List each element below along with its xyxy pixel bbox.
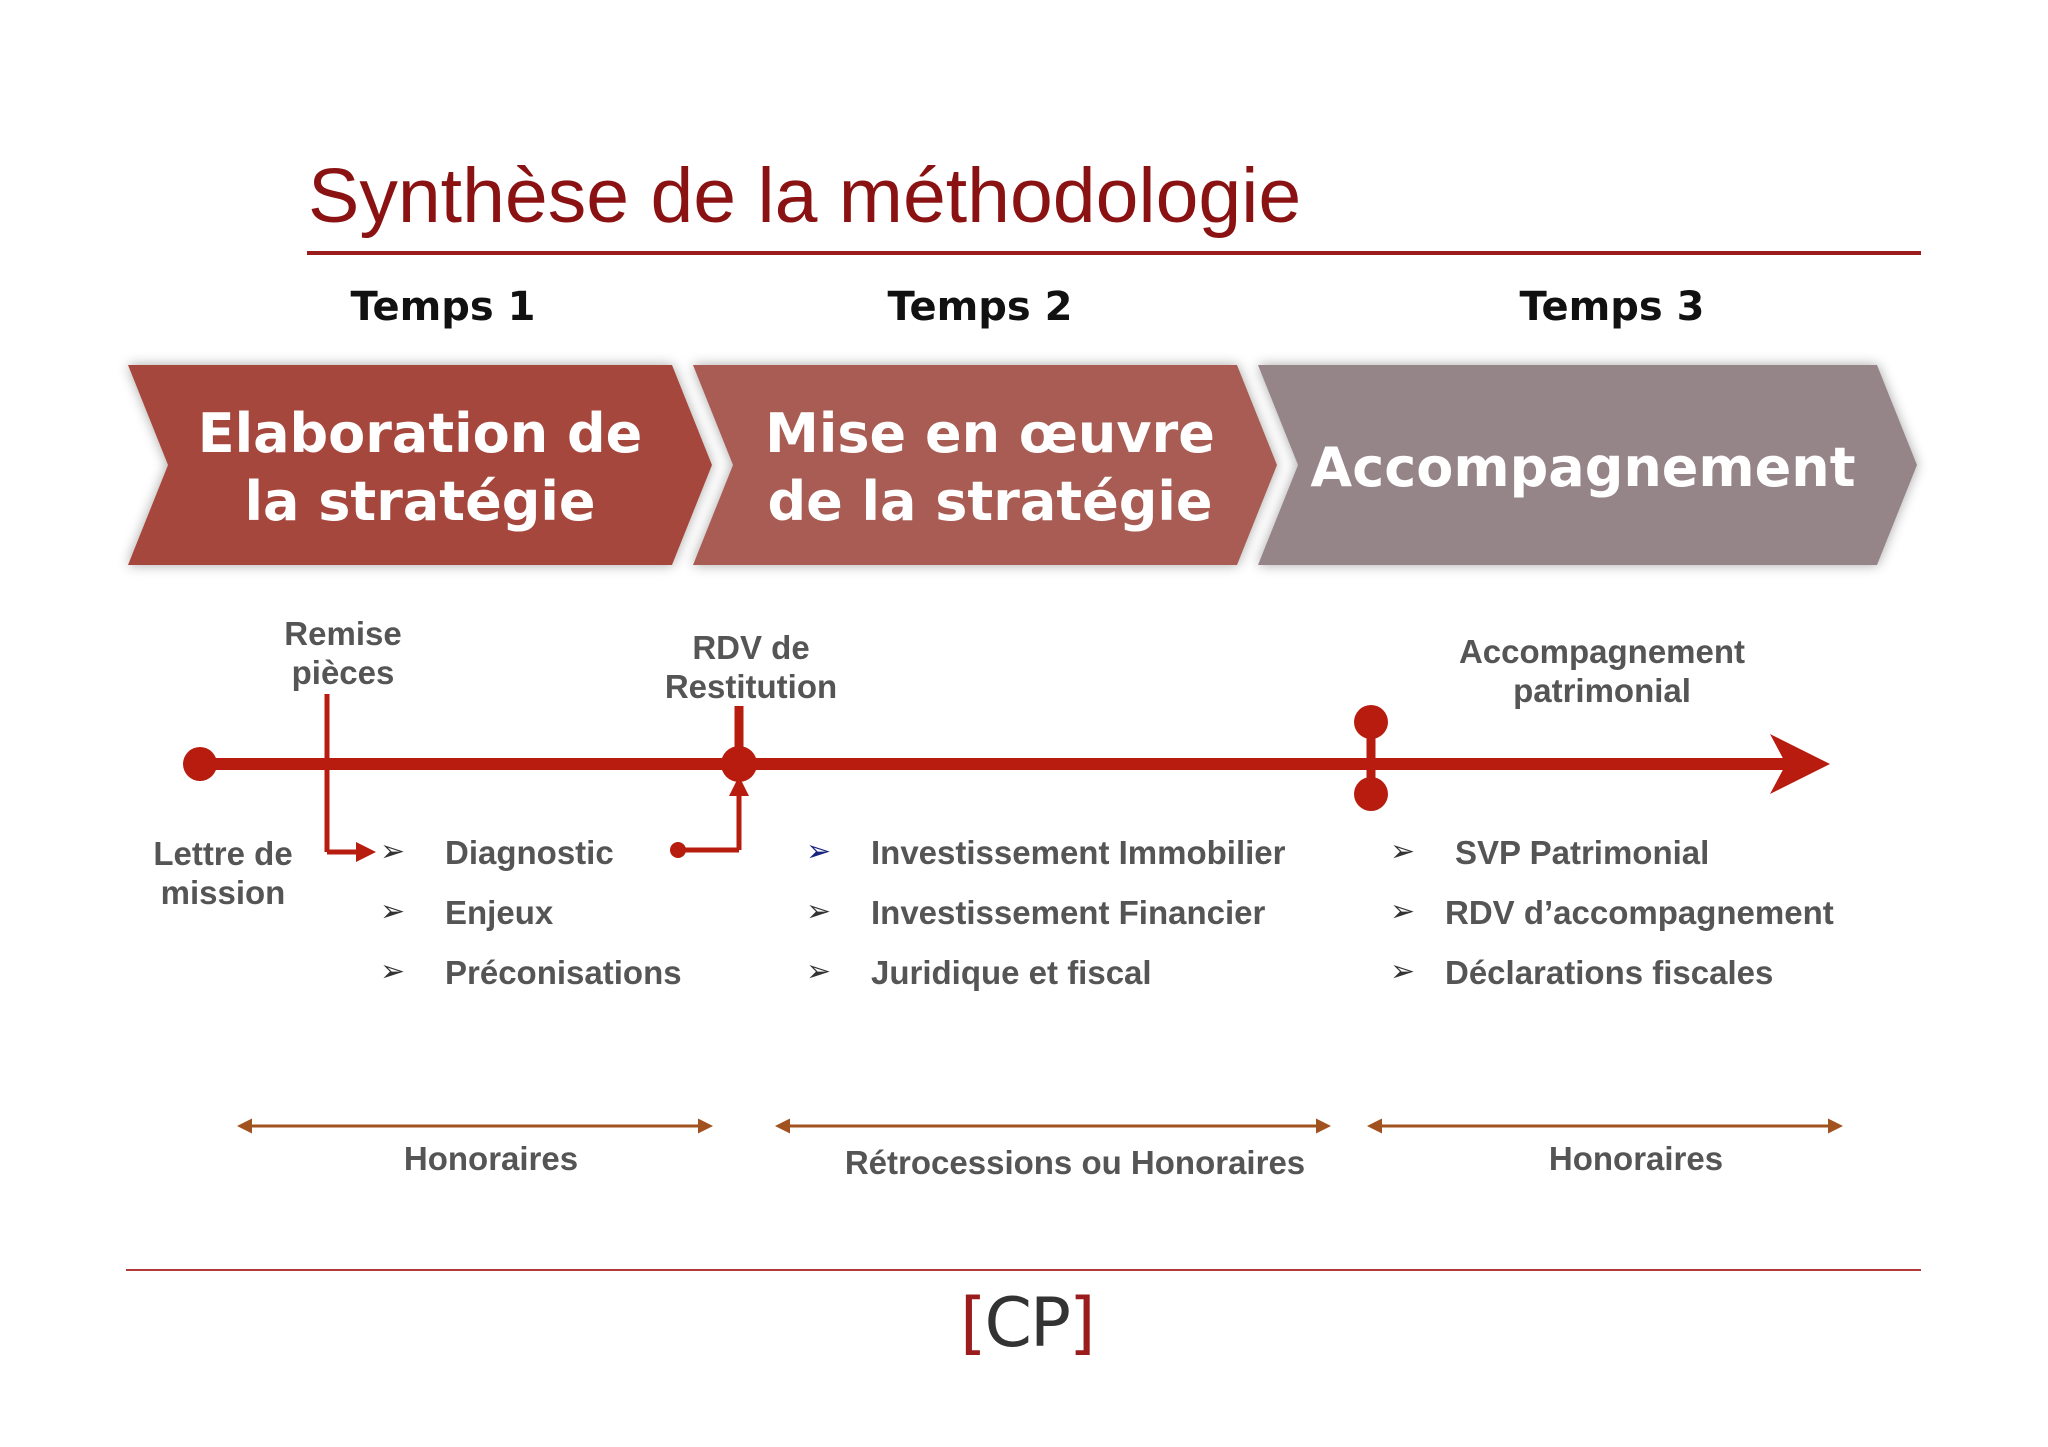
phase-1-label: Temps 1 bbox=[350, 284, 536, 330]
bullet-arrow-icon: ➢ bbox=[806, 834, 832, 869]
bullet-arrow-icon: ➢ bbox=[1390, 954, 1416, 989]
remise-arrowhead bbox=[356, 842, 376, 862]
fee-label-3: Honoraires bbox=[1548, 1140, 1724, 1177]
chevron-2-text: Mise en œuvre de la stratégie bbox=[765, 402, 1215, 533]
bullet-arrow-icon: ➢ bbox=[380, 894, 406, 929]
milestone-accompagnement: Accompagnement patrimonial bbox=[1458, 633, 1746, 709]
bullet-arrow-icon: ➢ bbox=[380, 834, 406, 869]
chevron-1-text: Elaboration de la stratégie bbox=[197, 402, 643, 533]
cp-logo: [CP] bbox=[960, 1284, 1094, 1363]
phase-2-label: Temps 2 bbox=[887, 284, 1073, 330]
bullet-arrow-icon: ➢ bbox=[1390, 894, 1416, 929]
bullet-arrow-icon: ➢ bbox=[1390, 834, 1416, 869]
accomp-dot-top bbox=[1354, 705, 1388, 739]
milestone-remise-pieces: Remise pièces bbox=[284, 615, 402, 691]
fee-label-2: Rétrocessions ou Honoraires bbox=[844, 1144, 1306, 1181]
timeline-start-dot bbox=[183, 747, 217, 781]
accomp-dot-bottom bbox=[1354, 777, 1388, 811]
bullet-arrow-icon: ➢ bbox=[806, 954, 832, 989]
bullet-arrow-icon: ➢ bbox=[806, 894, 832, 929]
phase-3-label: Temps 3 bbox=[1519, 284, 1705, 330]
bullet-arrow-icon: ➢ bbox=[380, 954, 406, 989]
chevron-3-text: Accompagnement bbox=[1310, 436, 1856, 499]
page-title: Synthèse de la méthodologie bbox=[308, 153, 1302, 239]
footer-rule bbox=[126, 1269, 1921, 1271]
fee-label-1: Honoraires bbox=[403, 1140, 579, 1177]
milestone-rdv-restitution: RDV de Restitution bbox=[664, 629, 838, 705]
milestone-lettre-mission: Lettre de mission bbox=[153, 835, 293, 911]
